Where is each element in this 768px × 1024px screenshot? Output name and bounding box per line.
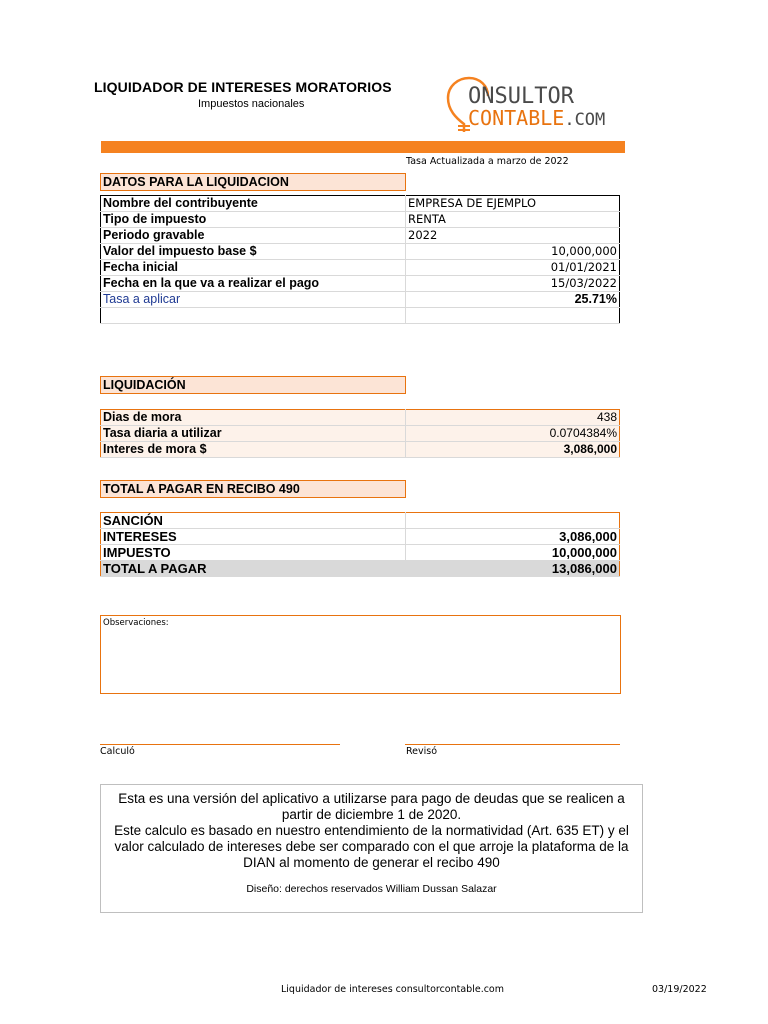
row-label: Nombre del contribuyente — [101, 196, 406, 212]
impuesto-value: 10,000,000 — [406, 545, 620, 561]
table-row — [101, 529, 620, 545]
table-row — [101, 545, 620, 561]
rate-update-note: Tasa Actualizada a marzo de 2022 — [406, 156, 569, 167]
row-label: Tasa a aplicar — [101, 292, 406, 308]
row-label: Periodo gravable — [101, 228, 406, 244]
periodo-value[interactable]: 2022 — [406, 228, 620, 244]
logo-text-bottom — [468, 106, 605, 130]
table-row — [101, 228, 620, 244]
row-label: Valor del impuesto base $ — [101, 244, 406, 260]
section-header-datos: DATOS PARA LA LIQUIDACION — [100, 173, 406, 191]
logo-text-contable: CONTABLE — [468, 106, 565, 130]
table-row — [101, 260, 620, 276]
table-row — [101, 212, 620, 228]
dias-mora-value: 438 — [406, 410, 620, 426]
tasa-diaria-value: 0.0704384% — [406, 426, 620, 442]
table-row — [101, 308, 620, 324]
tipo-impuesto-value[interactable]: RENTA — [406, 212, 620, 228]
section-header-liquidacion: LIQUIDACIÓN — [100, 376, 406, 394]
contribuyente-value[interactable]: EMPRESA DE EJEMPLO — [406, 196, 620, 212]
fecha-pago-value[interactable]: 15/03/2022 — [406, 276, 620, 292]
observaciones-label: Observaciones: — [103, 618, 169, 628]
table-row — [101, 244, 620, 260]
row-label: Interes de mora $ — [101, 442, 406, 458]
intereses-value: 3,086,000 — [406, 529, 620, 545]
table-row — [101, 196, 620, 212]
row-label-empty — [101, 308, 406, 324]
logo-text-com: .COM — [564, 110, 606, 130]
table-row — [101, 276, 620, 292]
table-row — [101, 426, 620, 442]
disclaimer-line-1: Esta es una versión del aplicativo a utilizarse para pago de deudas que se realicen a partir de diciembre 1 de 2020. — [118, 791, 625, 822]
row-label: Fecha en la que va a realizar el pago — [101, 276, 406, 292]
table-row — [101, 561, 620, 577]
datos-table — [100, 195, 620, 324]
sancion-value[interactable] — [406, 513, 620, 529]
total-table — [100, 512, 620, 577]
page-title: LIQUIDADOR DE INTERESES MORATORIOS — [94, 79, 392, 95]
logo-text-top: ONSULTOR — [468, 84, 574, 109]
design-credit: Diseño: derechos reservados William Dussan Salazar — [246, 883, 497, 895]
row-label: Tipo de impuesto — [101, 212, 406, 228]
page-subtitle: Impuestos nacionales — [198, 98, 305, 110]
calculo-label: Calculó — [100, 746, 135, 757]
row-label: INTERESES — [101, 529, 406, 545]
total-pagar-value: 13,086,000 — [406, 561, 620, 577]
liquidacion-table — [100, 409, 620, 458]
valor-impuesto-value[interactable]: 10,000,000 — [406, 244, 620, 260]
row-label: TOTAL A PAGAR — [101, 561, 406, 577]
table-row — [101, 442, 620, 458]
disclaimer-box — [100, 784, 643, 913]
row-label: IMPUESTO — [101, 545, 406, 561]
orange-divider-bar — [101, 141, 625, 153]
interes-mora-value: 3,086,000 — [406, 442, 620, 458]
row-label: SANCIÓN — [101, 513, 406, 529]
reviso-signature-line — [405, 744, 620, 745]
reviso-label: Revisó — [406, 746, 438, 757]
fecha-inicial-value[interactable]: 01/01/2021 — [406, 260, 620, 276]
disclaimer-line-2: Este calculo es basado en nuestro entendimiento de la normatividad (Art. 635 ET) y el valor calculado de intereses debe ser comparado con el que arroje la plataforma de la DIAN al momento de generar el recibo 490 — [114, 823, 629, 870]
footer-date: 03/19/2022 — [652, 984, 707, 995]
calculo-signature-line — [100, 744, 340, 745]
table-row — [101, 513, 620, 529]
table-row — [101, 410, 620, 426]
observaciones-box[interactable] — [100, 615, 621, 694]
row-value-empty — [406, 308, 620, 324]
row-label: Dias de mora — [101, 410, 406, 426]
tasa-value: 25.71% — [406, 292, 620, 308]
row-label: Fecha inicial — [101, 260, 406, 276]
footer-center-text: Liquidador de intereses consultorcontable.com — [281, 984, 504, 995]
row-label: Tasa diaria a utilizar — [101, 426, 406, 442]
section-header-total: TOTAL A PAGAR EN RECIBO 490 — [100, 480, 406, 498]
table-row — [101, 292, 620, 308]
